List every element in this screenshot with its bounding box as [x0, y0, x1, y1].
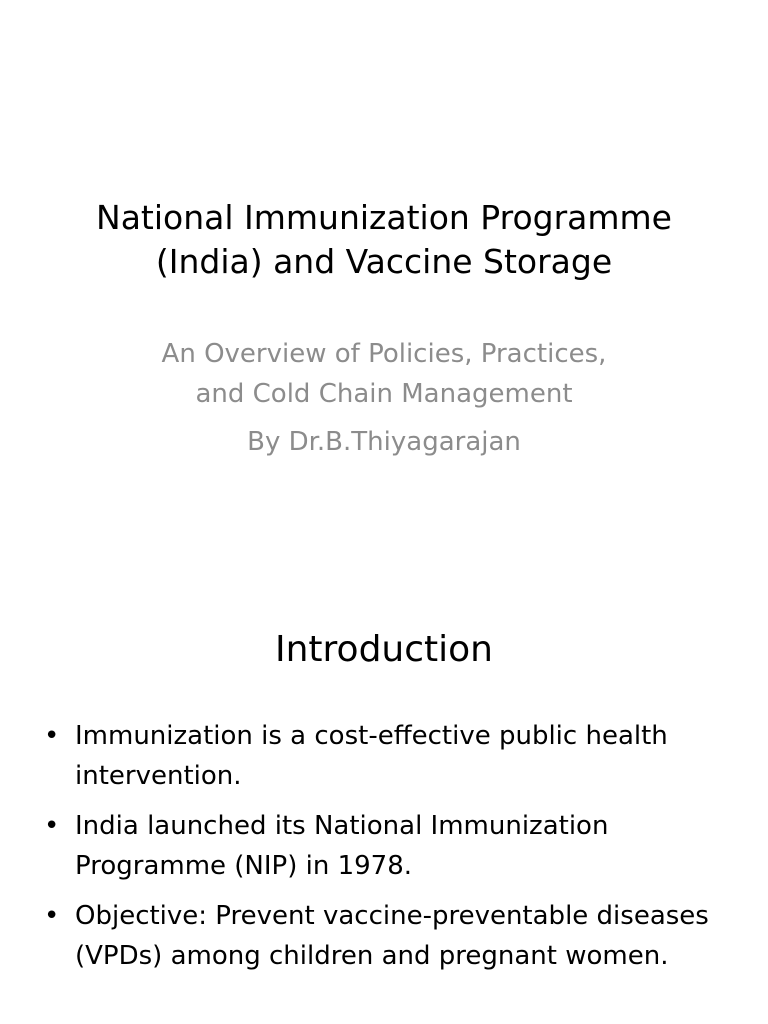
bullet-item: [40, 716, 730, 796]
slide-title: Introduction: [274, 629, 493, 670]
subtitle-line-1: An Overview of Policies, Practices,: [161, 339, 607, 369]
introduction-slide: [0, 576, 768, 1024]
bullet-item: [40, 806, 730, 886]
bullet-text: India launched its National Immunization Programme (NIP) in 1978.: [75, 811, 609, 881]
bullet-item: [40, 896, 730, 976]
presentation-subtitle: [80, 334, 688, 462]
title-line-1: National Immunization Programme: [96, 198, 672, 237]
bullet-marker: •: [44, 721, 60, 751]
bullet-text: Objective: Prevent vaccine-preventable diseases (VPDs) among children and pregnant women.: [75, 901, 709, 971]
author-name: By Dr.B.Thiyagarajan: [247, 427, 521, 457]
bullet-text: Immunization is a cost-effective public health intervention.: [75, 721, 668, 791]
presentation-title: [40, 196, 728, 284]
bullet-marker: •: [44, 811, 60, 841]
subtitle-line-2: and Cold Chain Management: [195, 379, 573, 409]
bullet-marker: •: [44, 901, 60, 931]
title-line-2: (India) and Vaccine Storage: [155, 242, 613, 281]
bullet-list: [40, 716, 730, 986]
